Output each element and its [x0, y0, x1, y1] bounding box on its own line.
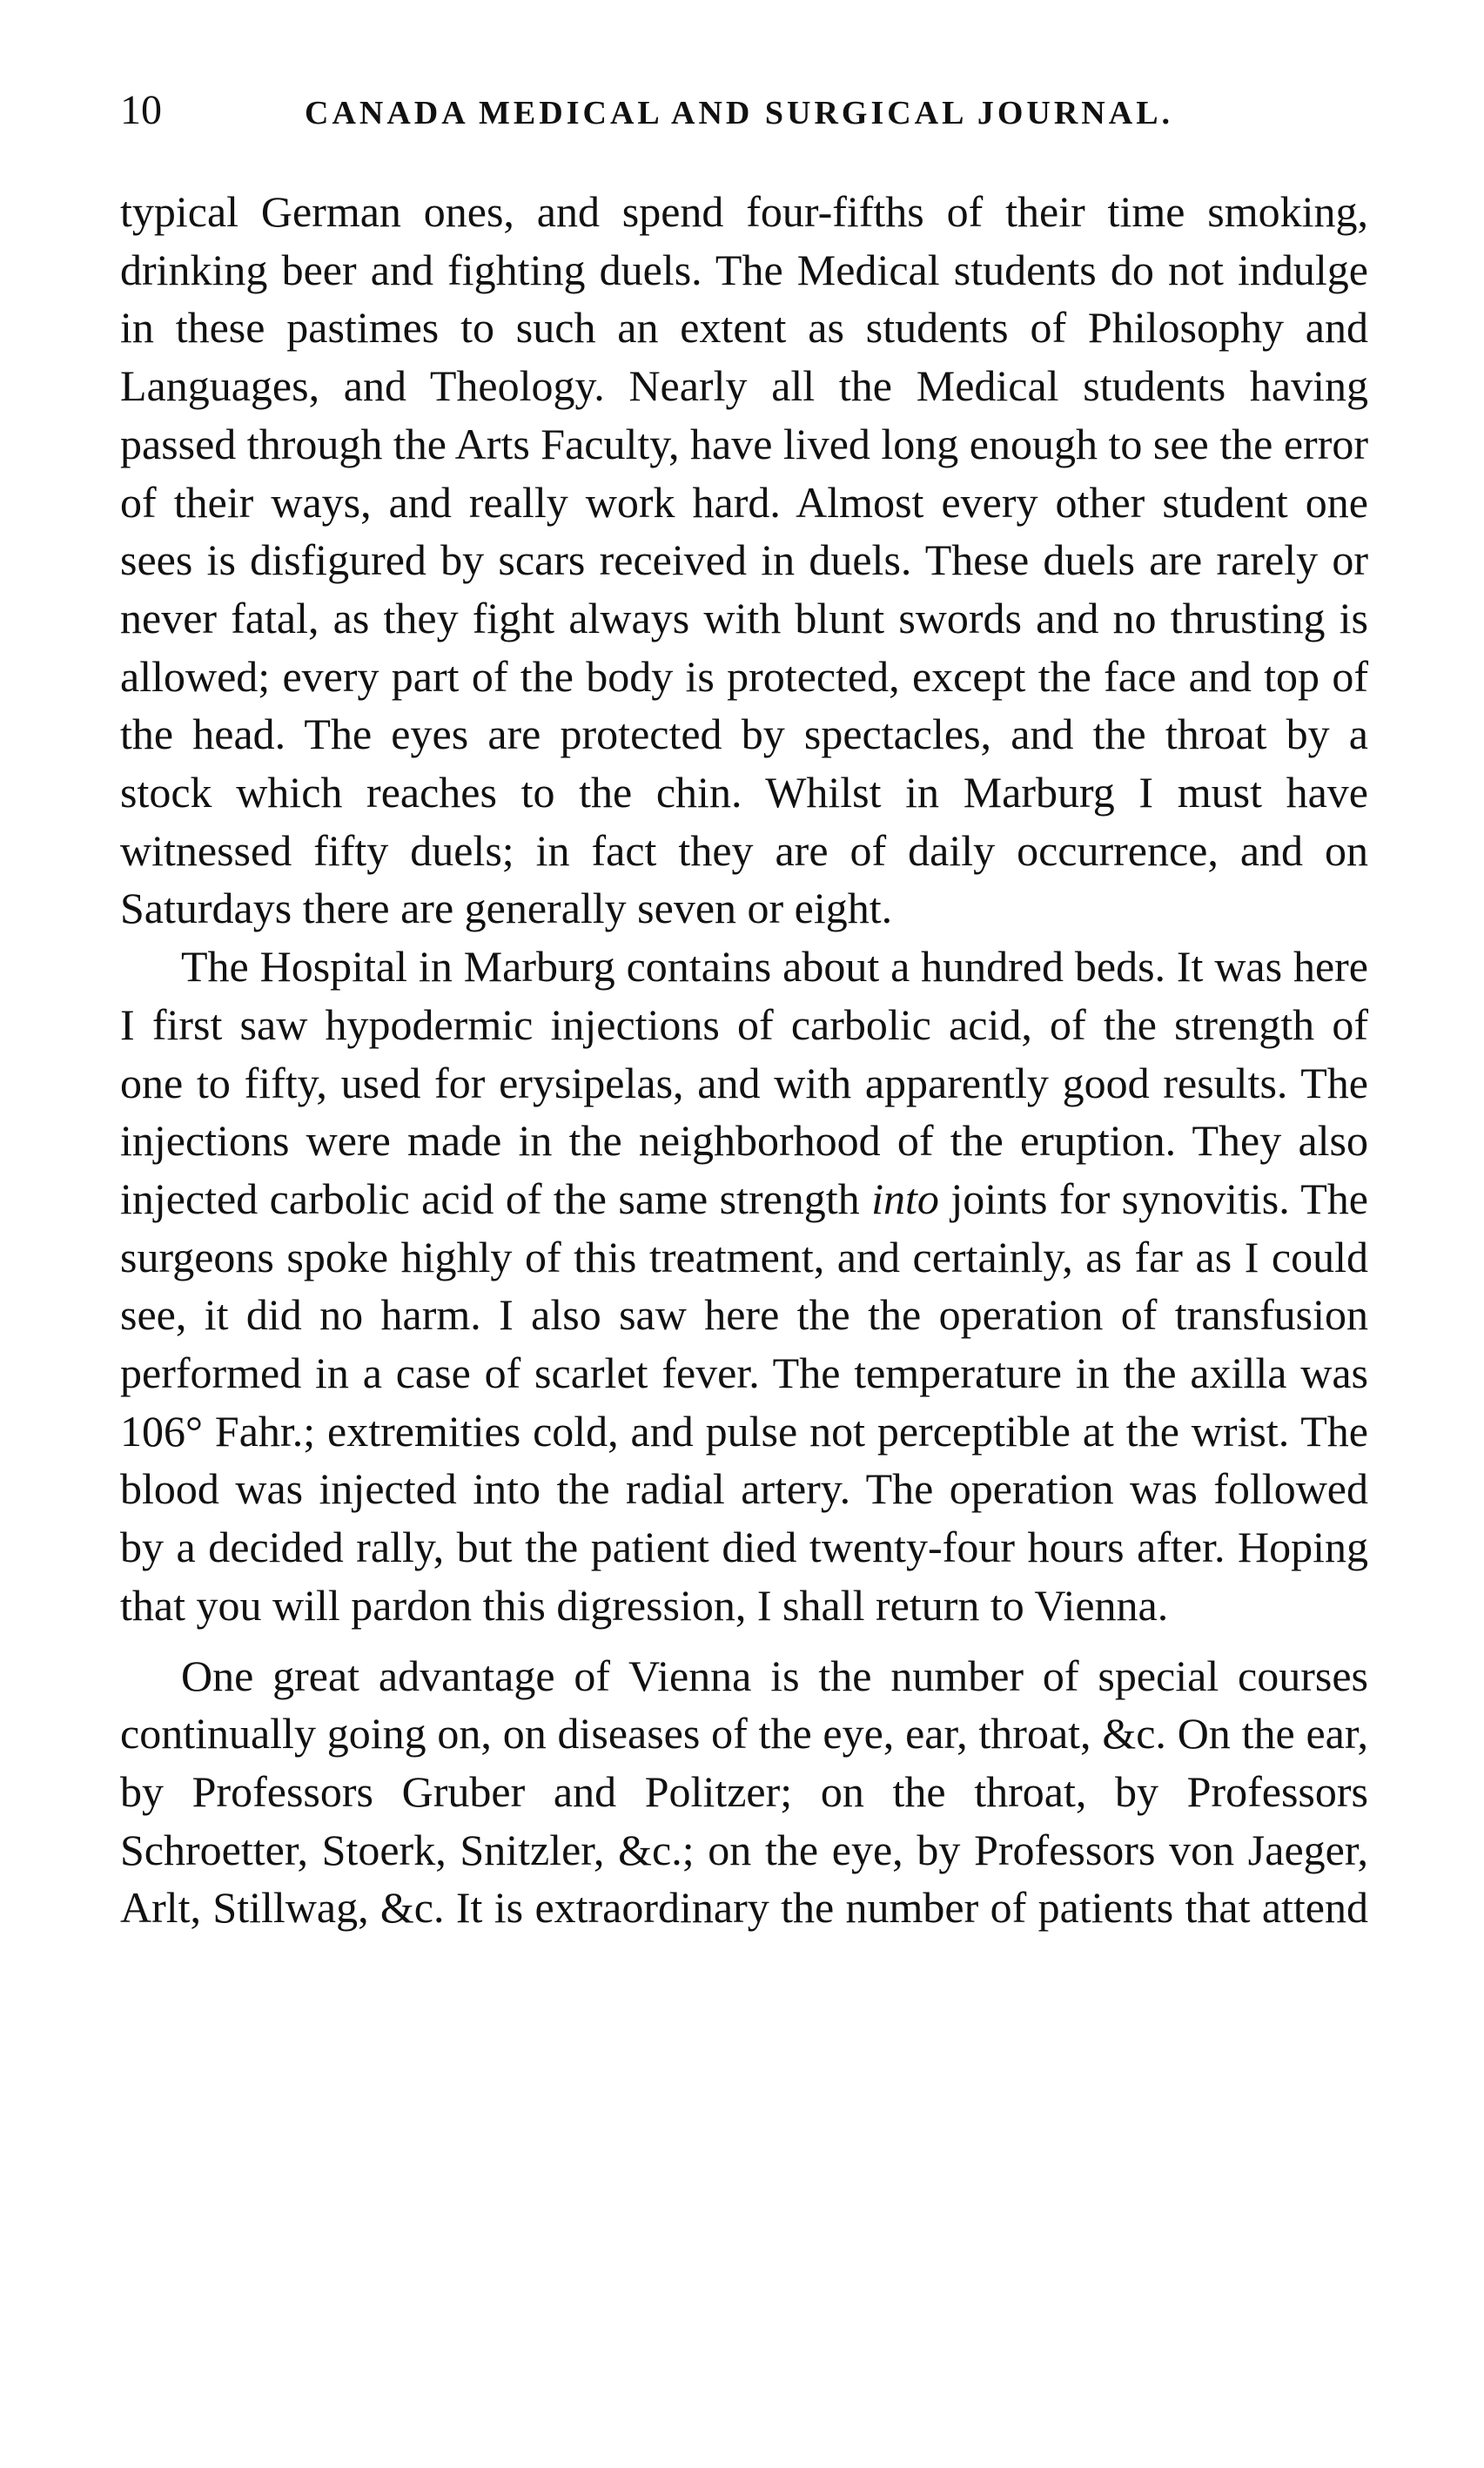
journal-title: CANADA MEDICAL AND SURGICAL JOURNAL. [305, 95, 1174, 131]
italic-word-into: into [871, 1173, 939, 1223]
page-number: 10 [120, 87, 162, 133]
paragraph-hospital-text-start: The Hospital in Marburg contains about a hundred beds. It was here I first saw hypodermic injections of carbolic acid, of the strength of one to fifty, used for erysipelas, and with apparently good results. The injections were made in the neighborhood of the eruption. They also injected carbolic acid of the same strength [120, 942, 1368, 1223]
paragraph-vienna-courses: One great advantage of Vienna is the number of special courses continually going on, on diseases of the eye, ear, throat, &c. On the ear, by Professors Gruber and Politzer; on the throat, by Professors Schroetter, Stoerk, Snitzler, &c.; on the eye, by Professors von Jaeger, Arlt, Stillwag, &c. It is extraordinary the number of patients that attend [120, 1651, 1368, 1933]
paragraph-hospital-marburg [120, 938, 1368, 1634]
article-body [120, 183, 1368, 1937]
running-head [104, 80, 1375, 141]
paragraph-hospital-text-end: joints for synovitis. The surgeons spoke highly of this treatment, and certainly, as far as I could see, it did no harm. I also saw here the the operation of transfusion performed in a case of scarlet fever. The temperature in the axilla was 106° Fahr.; extremities cold, and pulse not perceptible at the wrist. The blood was injected into the radial artery. The operation was followed by a decided rally, but the patient died twenty-four hours after. Hoping that you will pardon this digression, I shall return to Vienna. [120, 1173, 1369, 1630]
paragraph-duels: typical German ones, and spend four-fifths of their time smoking, drinking beer and fighting duels. The Medical students do not indulge in these pastimes to such an extent as students of Philosophy and Languages, and Theology. Nearly all the Medical students having passed through the Arts Faculty, have lived long enough to see the error of their ways, and really work hard. Almost every other student one sees is disfigured by scars received in duels. These duels are rarely or never fatal, as they fight always with blunt swords and no thrusting is allowed; every part of the body is protected, except the face and top of the head. The eyes are protected by spectacles, and the throat by a stock which reaches to the chin. Whilst in Marburg I must have witnessed fifty duels; in fact they are of daily occurrence, and on Saturdays there are generally seven or eight. [120, 187, 1368, 933]
